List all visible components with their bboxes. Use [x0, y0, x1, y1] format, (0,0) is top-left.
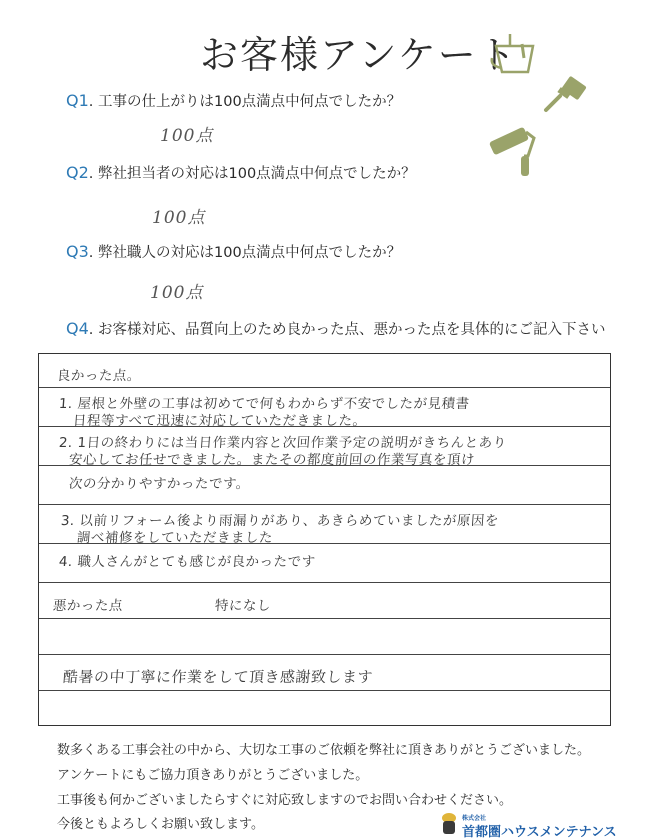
question-number: Q4 [66, 319, 89, 338]
paint-brush-icon [546, 76, 587, 110]
footer-line: 工事後も何かございましたらすぐに対応致しますのでお問い合わせください。 [57, 793, 513, 808]
handwritten-line: 次の分かりやすかったです。 [68, 476, 251, 492]
question-1 [66, 90, 401, 111]
question-number: Q2 [66, 163, 89, 182]
paint-bucket-icon [492, 34, 533, 72]
ruled-line [39, 654, 610, 655]
question-4 [66, 318, 606, 339]
page-title: お客様アンケート [200, 33, 518, 77]
paint-roller-icon [489, 127, 534, 176]
handwritten-closing-comment: 酷暑の中丁寧に作業をして頂き感謝致します [62, 668, 374, 686]
footer-line: 今後ともよろしくお願い致します。 [57, 817, 264, 832]
handwritten-line: 4. 職人さんがとても感じが良かったです [58, 554, 317, 570]
ruled-line [39, 504, 610, 505]
handwritten-bad-points-answer: 特になし [214, 598, 272, 614]
answer-3: 100点 [150, 283, 204, 303]
footer-line: アンケートにもご協力頂きありがとうございました。 [57, 768, 369, 783]
handwritten-good-points-heading: 良かった点。 [56, 368, 142, 384]
mascot-icon [440, 812, 458, 834]
answer-2: 100点 [152, 208, 206, 228]
handwritten-line: 調べ補修をしていただきました [76, 530, 274, 546]
handwritten-line: 1. 屋根と外壁の工事は初めてで何もわからず不安でしたが見積書 [58, 396, 471, 412]
question-text: . 弊社担当者の対応は100点満点中何点でしたか？ [88, 166, 416, 182]
handwritten-line: 日程等すべて迅速に対応していただきました。 [72, 413, 368, 429]
ruled-line [39, 618, 610, 619]
answer-1: 100点 [160, 126, 214, 146]
company-name: 首都圏ハウスメンテナンス [462, 825, 617, 840]
handwritten-bad-points-heading: 悪かった点 [52, 598, 124, 614]
footer-line: 数多くある工事会社の中から、大切な工事のご依頼を弊社に頂きありがとうございました。 [57, 743, 591, 758]
handwritten-line: 2. 1日の終わりには当日作業内容と次回作業予定の説明がきちんとあり [58, 435, 508, 451]
question-text: . 弊社職人の対応は100点満点中何点でしたか？ [88, 245, 402, 261]
handwritten-line: 3. 以前リフォーム後より雨漏りがあり、あきらめていましたが原因を [60, 513, 500, 529]
ruled-line [39, 582, 610, 583]
ruled-line [39, 690, 610, 691]
question-2 [66, 162, 416, 183]
painting-tools-illustration [488, 28, 598, 178]
handwritten-line: 安心してお任せできました。またその都度前回の作業写真を頂け [68, 452, 476, 468]
question-number: Q3 [66, 242, 89, 261]
question-text: . お客様対応、品質向上のため良かった点、悪かった点を具体的にご記入下さい [88, 322, 606, 338]
question-number: Q1 [66, 91, 89, 110]
question-text: . 工事の仕上がりは100点満点中何点でしたか？ [88, 94, 402, 110]
ruled-line [39, 387, 610, 388]
company-prefix: 株式会社 [462, 815, 487, 822]
company-logo [440, 812, 665, 840]
q4-response-box [38, 353, 611, 726]
question-3 [66, 241, 401, 262]
